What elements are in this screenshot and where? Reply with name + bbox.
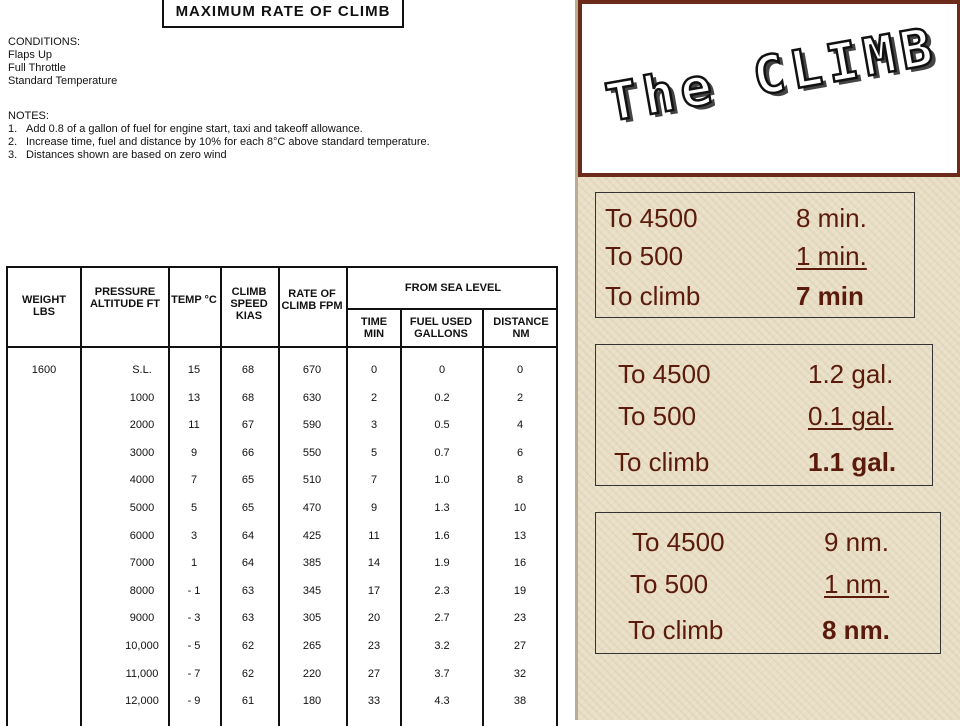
cell-distance: 27 bbox=[513, 640, 527, 652]
cell-speed: 68 bbox=[241, 391, 255, 404]
cell-time: 33 bbox=[367, 695, 381, 708]
cell-time: 17 bbox=[367, 584, 381, 597]
weight-value: 1600 bbox=[31, 364, 57, 376]
note-item bbox=[8, 149, 430, 162]
cell-temp: 11 bbox=[188, 419, 200, 432]
header-climb-speed: CLIMB SPEED KIAS bbox=[230, 286, 268, 322]
cell-speed: 64 bbox=[241, 529, 255, 542]
note-text: Add 0.8 of a gallon of fuel for engine start, taxi and takeoff allowance. bbox=[26, 123, 363, 135]
cell-distance: 10 bbox=[513, 502, 527, 514]
cell-distance: 16 bbox=[513, 557, 527, 570]
note-text: Distances shown are based on zero wind bbox=[26, 149, 227, 161]
cell-time: 11 bbox=[368, 529, 380, 542]
climb-table bbox=[6, 266, 558, 726]
time-summary-box bbox=[595, 192, 915, 318]
column-divider bbox=[168, 268, 170, 726]
cell-temp: - 1 bbox=[187, 584, 201, 597]
cell-rate: 220 bbox=[302, 667, 322, 680]
cell-altitude: 4000 bbox=[129, 474, 155, 487]
cell-temp: 5 bbox=[190, 502, 198, 514]
title-frame bbox=[578, 0, 960, 177]
cell-time: 0 bbox=[370, 364, 378, 376]
cell-altitude: 6000 bbox=[129, 529, 155, 542]
cell-rate: 630 bbox=[302, 391, 322, 404]
cell-fuel: 0.7 bbox=[434, 446, 450, 459]
note-item bbox=[8, 123, 430, 136]
cell-speed: 62 bbox=[241, 667, 255, 680]
cell-fuel: 2.7 bbox=[434, 612, 450, 625]
notes-block bbox=[8, 110, 430, 162]
note-number: 1. bbox=[8, 123, 18, 135]
note-text: Increase time, fuel and distance by 10% for each 8°C above standard temperature. bbox=[26, 136, 430, 148]
cell-temp: 13 bbox=[187, 391, 201, 404]
chart-title: MAXIMUM RATE OF CLIMB bbox=[162, 0, 404, 28]
cell-time: 5 bbox=[370, 446, 378, 459]
column-divider bbox=[346, 268, 348, 726]
distance-value-climb: 8 nm. bbox=[822, 615, 890, 645]
cell-rate: 345 bbox=[302, 584, 322, 597]
condition-item: Standard Temperature bbox=[8, 75, 118, 87]
cell-temp: 1 bbox=[190, 557, 198, 570]
distance-label-climb: To climb bbox=[628, 615, 724, 645]
time-label-500: To 500 bbox=[605, 241, 684, 271]
cell-speed: 62 bbox=[241, 640, 255, 652]
cell-speed: 68 bbox=[241, 364, 255, 376]
cell-speed: 61 bbox=[241, 695, 255, 708]
cell-time: 23 bbox=[367, 640, 381, 652]
cell-distance: 8 bbox=[516, 474, 524, 487]
distance-label-4500: To 4500 bbox=[632, 527, 725, 557]
cell-fuel: 0 bbox=[438, 364, 446, 376]
cell-altitude: S.L. bbox=[132, 364, 152, 376]
cell-speed: 63 bbox=[241, 612, 255, 625]
time-value-climb: 7 min bbox=[796, 281, 864, 311]
cell-time: 2 bbox=[370, 391, 378, 404]
condition-item: Full Throttle bbox=[8, 62, 66, 74]
distance-label-500: To 500 bbox=[630, 569, 709, 599]
time-value-500: 1 min. bbox=[796, 241, 867, 271]
note-item bbox=[8, 136, 430, 149]
cell-altitude: 12,000 bbox=[125, 695, 159, 708]
cell-altitude: 2000 bbox=[129, 419, 155, 432]
cell-distance: 13 bbox=[513, 529, 527, 542]
column-divider bbox=[80, 268, 82, 726]
header-distance: DISTANCE NM bbox=[493, 316, 549, 340]
condition-item: Flaps Up bbox=[8, 49, 53, 61]
cell-time: 3 bbox=[370, 419, 378, 432]
cell-rate: 265 bbox=[302, 640, 322, 652]
cell-altitude: 9000 bbox=[129, 612, 155, 625]
cell-distance: 0 bbox=[516, 364, 524, 376]
cell-altitude: 3000 bbox=[129, 446, 155, 459]
distance-value-4500: 9 nm. bbox=[824, 527, 890, 557]
cell-rate: 385 bbox=[302, 557, 322, 570]
cell-temp: 15 bbox=[187, 364, 201, 376]
cell-speed: 64 bbox=[241, 557, 255, 570]
cell-altitude: 11,000 bbox=[125, 667, 159, 680]
cell-speed: 65 bbox=[241, 474, 255, 487]
fuel-label-climb: To climb bbox=[614, 447, 710, 477]
cell-time: 9 bbox=[370, 502, 378, 514]
fuel-value-climb: 1.1 gal. bbox=[808, 447, 897, 477]
fuel-value-4500: 1.2 gal. bbox=[808, 359, 894, 389]
distance-value-500: 1 nm. bbox=[824, 569, 890, 599]
cell-temp: 3 bbox=[190, 529, 198, 542]
fuel-value-500: 0.1 gal. bbox=[808, 401, 894, 431]
cell-altitude: 8000 bbox=[129, 584, 155, 597]
cell-rate: 425 bbox=[302, 529, 322, 542]
cell-time: 27 bbox=[367, 667, 381, 680]
cell-distance: 38 bbox=[513, 695, 527, 708]
cell-temp: - 3 bbox=[187, 612, 201, 625]
header-divider bbox=[346, 308, 556, 310]
cell-distance: 6 bbox=[516, 446, 524, 459]
column-divider bbox=[482, 308, 484, 726]
cell-temp: - 9 bbox=[187, 695, 201, 708]
cell-rate: 510 bbox=[302, 474, 322, 487]
cell-temp: 7 bbox=[190, 474, 198, 487]
fuel-summary-box bbox=[595, 344, 933, 486]
cell-distance: 23 bbox=[513, 612, 527, 625]
column-divider bbox=[400, 308, 402, 726]
column-divider bbox=[278, 268, 280, 726]
notes-heading: NOTES: bbox=[8, 110, 49, 122]
note-number: 2. bbox=[8, 136, 18, 148]
cell-fuel: 4.3 bbox=[434, 695, 450, 708]
cell-time: 7 bbox=[370, 474, 378, 487]
cell-rate: 590 bbox=[302, 419, 322, 432]
slide-title: The CLIMB bbox=[601, 16, 943, 134]
time-label-4500: To 4500 bbox=[605, 203, 698, 233]
cell-speed: 65 bbox=[241, 502, 255, 514]
cell-fuel: 0.5 bbox=[434, 419, 450, 432]
cell-time: 20 bbox=[367, 612, 381, 625]
conditions-heading: CONDITIONS: bbox=[8, 36, 81, 48]
cell-fuel: 3.2 bbox=[434, 640, 450, 652]
cell-fuel: 1.0 bbox=[434, 474, 450, 487]
cell-fuel: 1.3 bbox=[434, 502, 450, 514]
header-time: TIME MIN bbox=[360, 316, 388, 340]
fuel-label-500: To 500 bbox=[618, 401, 697, 431]
cell-altitude: 5000 bbox=[129, 502, 155, 514]
cell-fuel: 1.6 bbox=[434, 529, 450, 542]
cell-speed: 67 bbox=[241, 419, 255, 432]
cell-fuel: 1.9 bbox=[434, 557, 450, 570]
cell-rate: 305 bbox=[302, 612, 322, 625]
cell-distance: 19 bbox=[513, 584, 527, 597]
cell-altitude: 1000 bbox=[129, 391, 155, 404]
cell-rate: 470 bbox=[302, 502, 322, 514]
cell-altitude: 10,000 bbox=[125, 640, 159, 652]
cell-fuel: 2.3 bbox=[434, 584, 450, 597]
cell-rate: 550 bbox=[302, 446, 322, 459]
cell-rate: 180 bbox=[302, 695, 322, 708]
note-number: 3. bbox=[8, 149, 18, 161]
fuel-label-4500: To 4500 bbox=[618, 359, 711, 389]
time-label-climb: To climb bbox=[605, 281, 701, 311]
cell-distance: 32 bbox=[513, 667, 527, 680]
cell-temp: - 5 bbox=[187, 640, 201, 652]
cell-fuel: 0.2 bbox=[434, 391, 450, 404]
summary-panel bbox=[575, 0, 960, 720]
cell-time: 14 bbox=[367, 557, 381, 570]
column-divider bbox=[220, 268, 222, 726]
header-temp: TEMP °C bbox=[171, 294, 217, 306]
cell-temp: 9 bbox=[190, 446, 198, 459]
header-divider bbox=[8, 346, 556, 348]
header-fuel-used: FUEL USED GALLONS bbox=[409, 316, 473, 340]
header-from-sea-level: FROM SEA LEVEL bbox=[404, 282, 502, 294]
cell-speed: 66 bbox=[241, 446, 255, 459]
cell-rate: 670 bbox=[302, 364, 322, 376]
header-pressure-altitude: PRESSURE ALTITUDE FT bbox=[89, 286, 161, 310]
cell-distance: 4 bbox=[516, 419, 524, 432]
header-weight: WEIGHT LBS bbox=[22, 294, 66, 318]
distance-summary-box bbox=[595, 512, 941, 654]
cell-speed: 63 bbox=[241, 584, 255, 597]
cell-altitude: 7000 bbox=[129, 557, 155, 570]
cell-temp: - 7 bbox=[187, 667, 201, 680]
cell-fuel: 3.7 bbox=[434, 667, 450, 680]
cell-distance: 2 bbox=[516, 391, 524, 404]
conditions-block bbox=[8, 36, 117, 88]
header-rate-of-climb: RATE OF CLIMB FPM bbox=[281, 288, 343, 312]
time-value-4500: 8 min. bbox=[796, 203, 867, 233]
